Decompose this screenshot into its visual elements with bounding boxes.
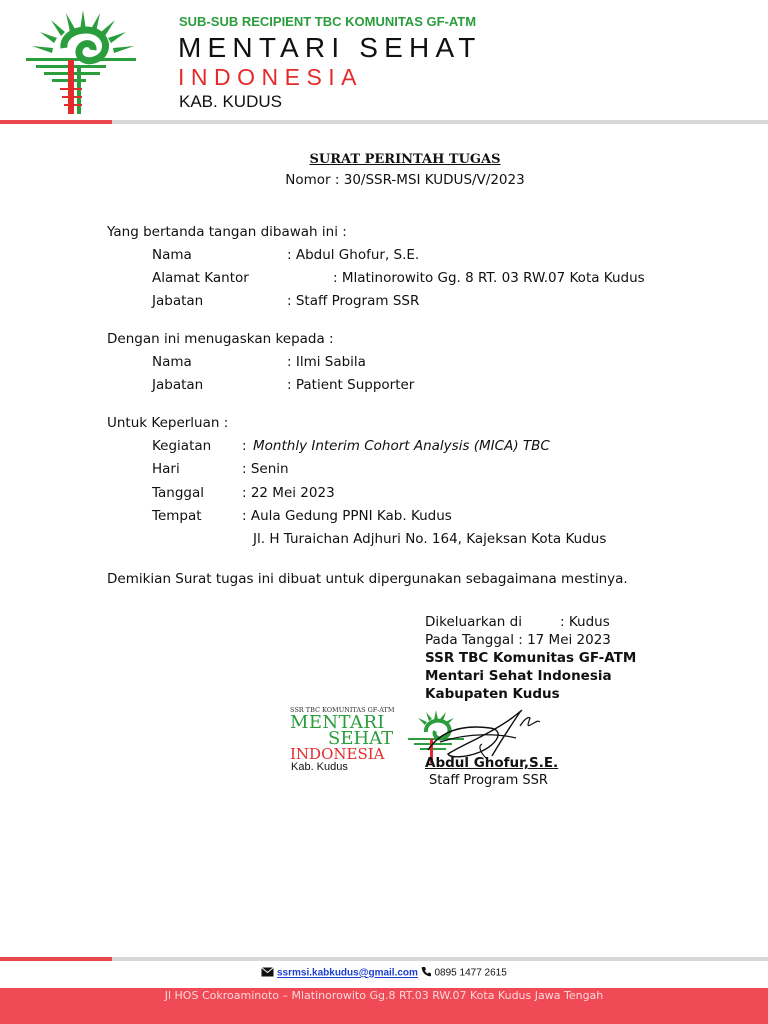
footer-email-link[interactable]: ssrmsi.kabkudus@gmail.com: [277, 967, 418, 979]
closing-text: Demikian Surat tugas ini dibuat untuk dipergunakan sebagaimana mestinya.: [107, 571, 628, 587]
header-org-region: KAB. KUDUS: [179, 92, 282, 111]
stamp-line1: MENTARI: [290, 712, 385, 733]
envelope-icon: [261, 967, 274, 980]
header-subtitle: SUB-SUB RECIPIENT TBC KOMUNITAS GF-ATM: [179, 14, 477, 29]
purpose-intro: Untuk Keperluan :: [107, 415, 229, 431]
footer-address: Jl HOS Cokroaminoto – Mlatinorowito Gg.8 RT.03 RW.07 Kota Kudus Jawa Tengah: [164, 989, 604, 1002]
intro-text: Yang bertanda tangan dibawah ini :: [107, 224, 347, 240]
organization-logo: [22, 8, 144, 116]
signer-name-value: : Abdul Ghofur, S.E.: [287, 247, 420, 263]
signer-office-label: Alamat Kantor: [152, 270, 249, 286]
issued-value: : Kudus: [560, 614, 610, 630]
place-label: Tempat: [152, 508, 202, 524]
activity-colon: :: [242, 438, 247, 454]
header-org-name: MENTARI SEHAT: [178, 32, 482, 63]
stamp-line4: Kab. Kudus: [291, 761, 348, 773]
place-address: Jl. H Turaichan Adjhuri No. 164, Kajeksan Kota Kudus: [253, 531, 607, 547]
signature-org-line2: Mentari Sehat Indonesia: [425, 668, 612, 684]
assign-intro: Dengan ini menugaskan kepada :: [107, 331, 334, 347]
place-value: : Aula Gedung PPNI Kab. Kudus: [242, 508, 452, 524]
date-label: Tanggal: [152, 485, 205, 501]
date-value: : 22 Mei 2023: [242, 485, 335, 501]
activity-value: Monthly Interim Cohort Analysis (MICA) TBC: [253, 438, 550, 454]
activity-label: Kegiatan: [152, 438, 212, 454]
organization-stamp: [288, 706, 406, 776]
footer-divider-grey: [112, 957, 768, 961]
letter-title: SURAT PERINTAH TUGAS: [309, 152, 501, 167]
signer-signature-name: Abdul Ghofur,S.E.: [425, 755, 559, 771]
phone-icon: [421, 966, 432, 980]
issued-date: Pada Tanggal : 17 Mei 2023: [425, 632, 611, 648]
assignee-position-value: : Patient Supporter: [287, 377, 415, 393]
signer-position-value: : Staff Program SSR: [287, 293, 420, 309]
stamp-line2: SEHAT: [328, 728, 394, 749]
signer-name-label: Nama: [152, 247, 192, 263]
assignee-position-label: Jabatan: [152, 377, 204, 393]
signer-position-label: Jabatan: [152, 293, 204, 309]
day-value: : Senin: [242, 461, 289, 477]
signer-office-value: : Mlatinorowito Gg. 8 RT. 03 RW.07 Kota Kudus: [333, 270, 645, 286]
header-org-country: INDONESIA: [178, 64, 364, 90]
letter-number: Nomor : 30/SSR-MSI KUDUS/V/2023: [285, 172, 525, 188]
stamp-small-text: SSR TBC KOMUNITAS GF-ATM: [290, 706, 395, 714]
footer-divider-red: [0, 957, 112, 961]
signature-org-line3: Kabupaten Kudus: [425, 686, 560, 702]
assignee-name-label: Nama: [152, 354, 192, 370]
footer-phone: 0895 1477 2615: [434, 967, 507, 979]
header-divider-grey: [112, 120, 768, 124]
signature-org-line1: SSR TBC Komunitas GF-ATM: [425, 650, 637, 666]
day-label: Hari: [152, 461, 180, 477]
signer-signature-role: Staff Program SSR: [429, 773, 548, 788]
stamp-line3: INDONESIA: [290, 745, 385, 763]
assignee-name-value: : Ilmi Sabila: [287, 354, 366, 370]
issued-label: Dikeluarkan di: [425, 614, 522, 630]
footer-contact: [0, 966, 768, 980]
header-divider-red: [0, 120, 112, 124]
